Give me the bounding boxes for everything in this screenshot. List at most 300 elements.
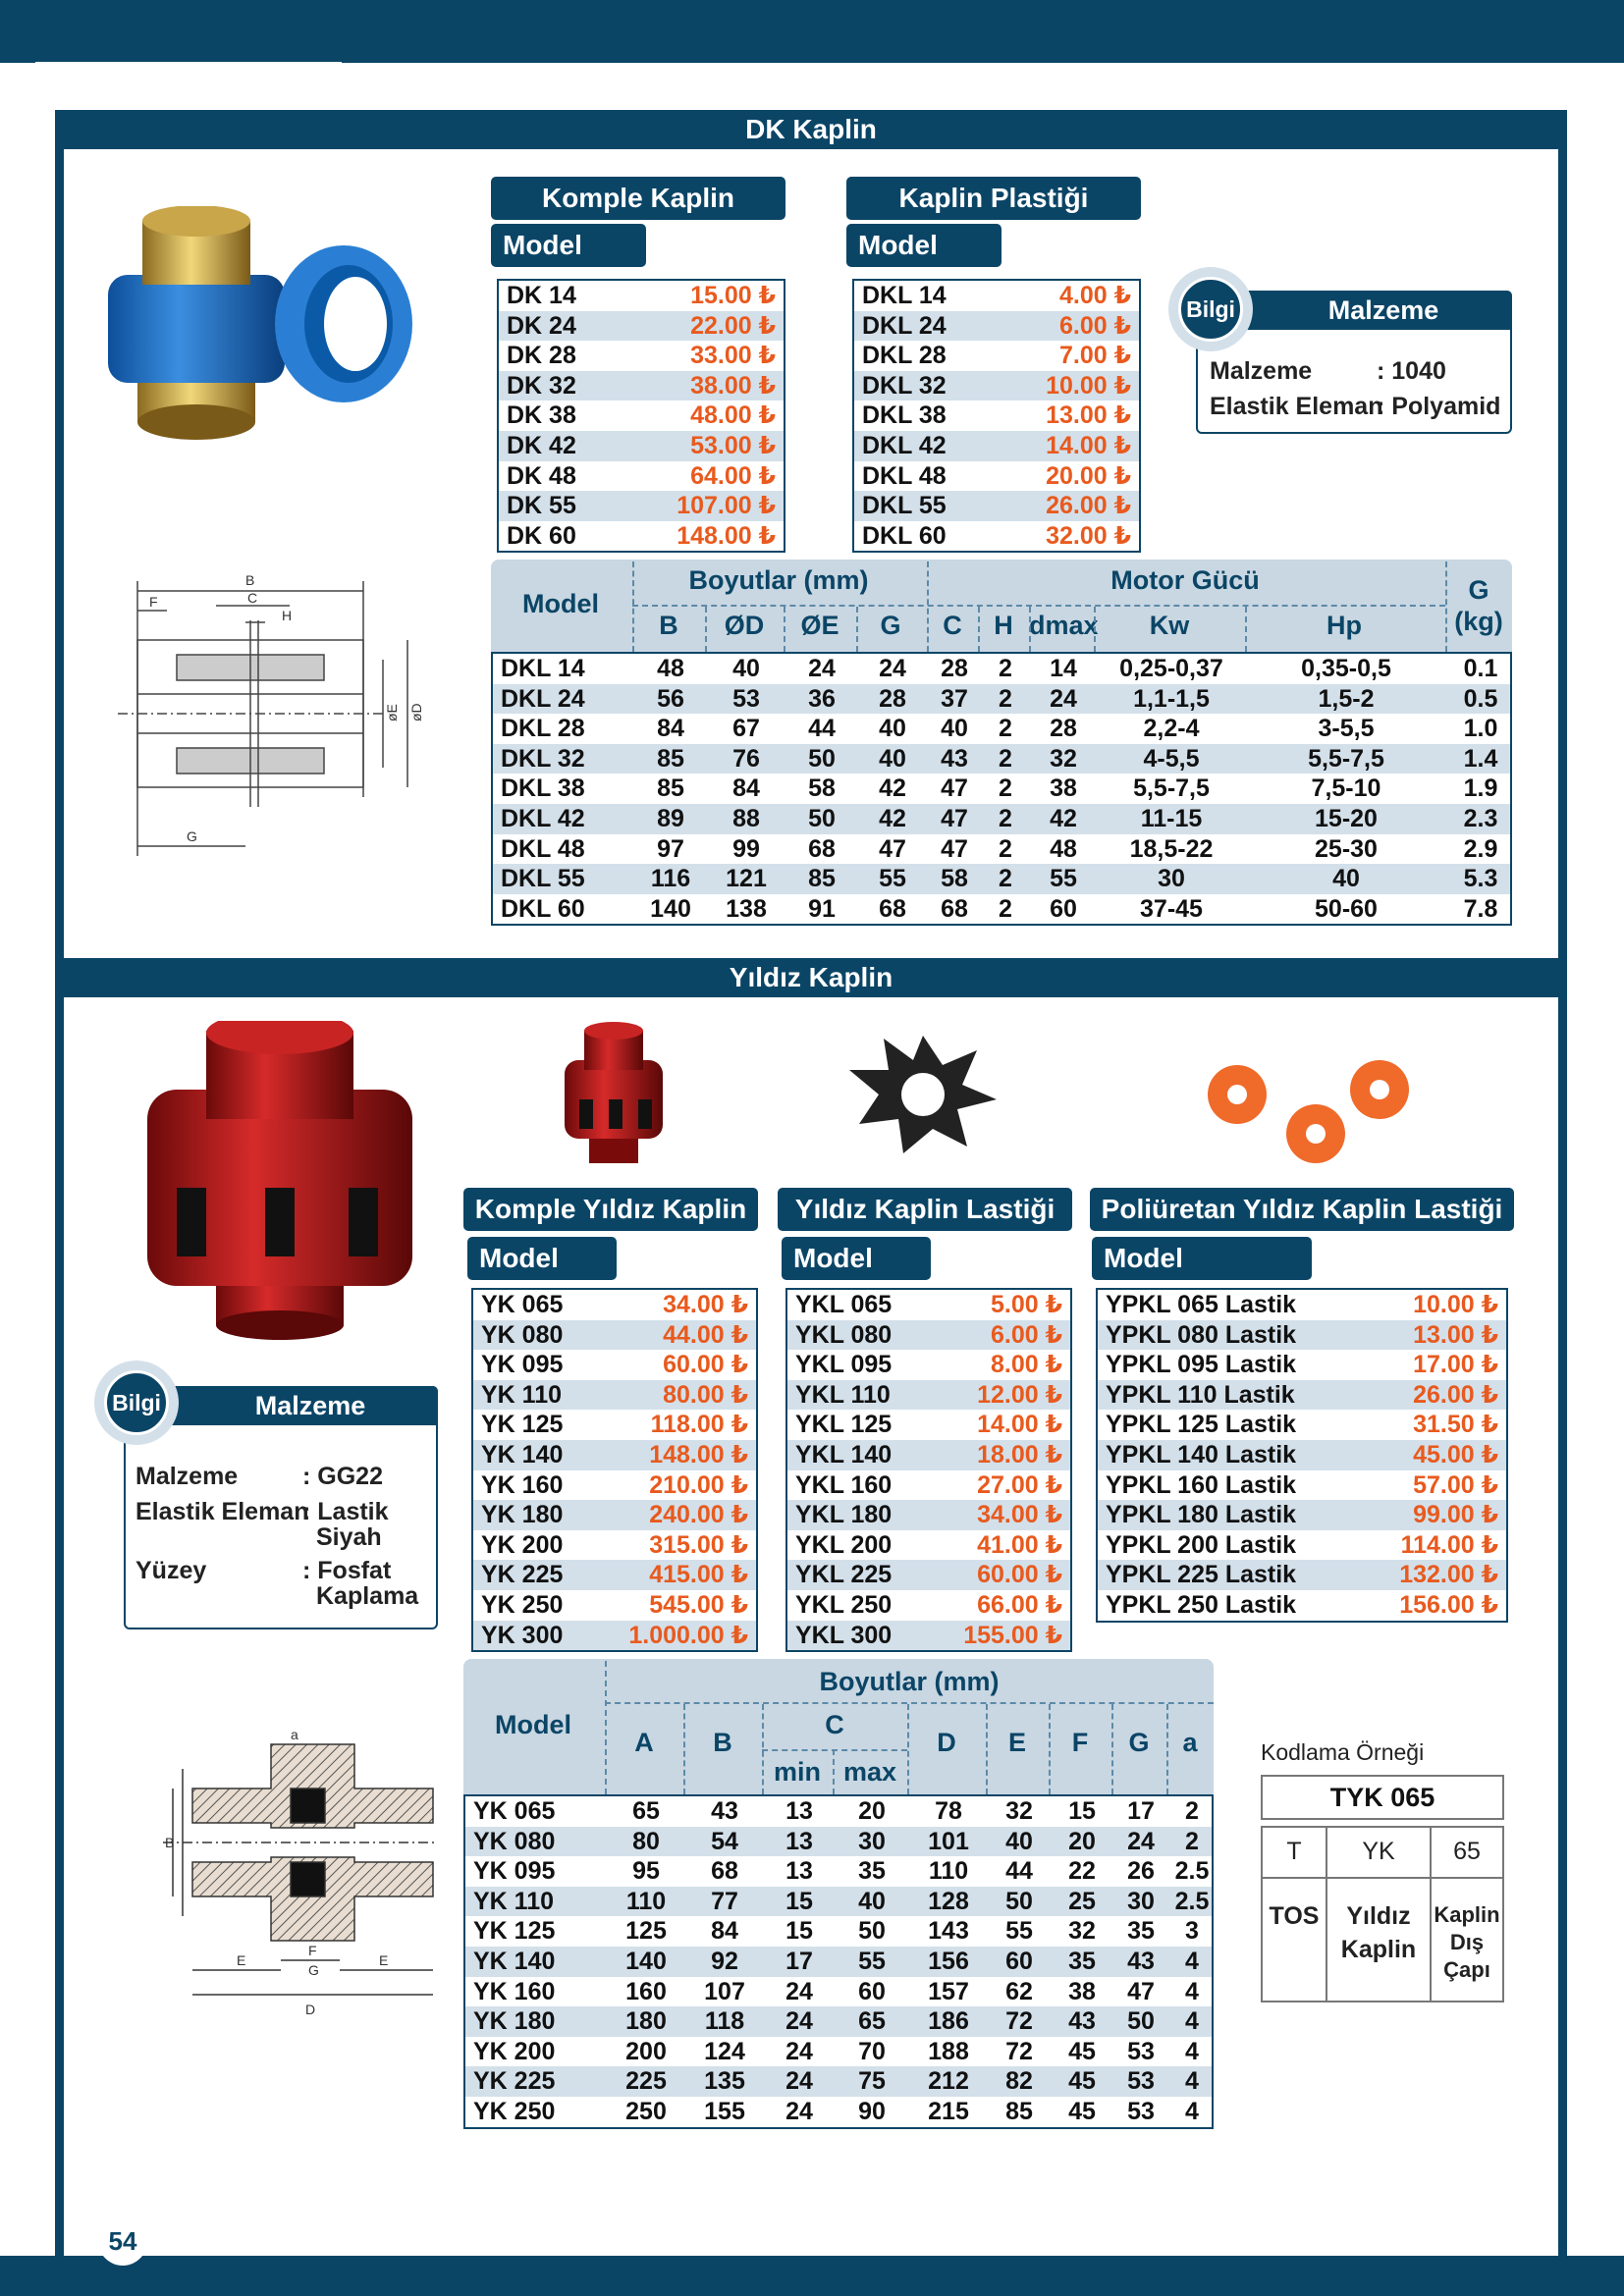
- table-row: [493, 804, 1510, 834]
- value-cell: 24: [879, 655, 906, 682]
- column-header: B: [713, 1728, 732, 1757]
- coding-meaning-1: TOS: [1269, 1902, 1320, 1930]
- value-cell: 118: [704, 2007, 745, 2036]
- value-cell: 68: [879, 894, 906, 923]
- price-cell: 8.00 ₺: [991, 1351, 1062, 1379]
- value-cell: 60: [858, 1977, 886, 2005]
- value-cell: 78: [935, 1797, 962, 1825]
- price-row: [1098, 1290, 1506, 1320]
- table-row: [493, 774, 1510, 804]
- model-cell: YKL 125: [795, 1411, 893, 1439]
- price-cell: 44.00 ₺: [663, 1320, 748, 1349]
- column-header: ØD: [724, 611, 765, 640]
- value-cell: 2: [999, 684, 1012, 713]
- coding-part-1: T: [1286, 1838, 1302, 1865]
- model-cell: YK 095: [481, 1351, 564, 1379]
- value-cell: 24: [785, 2037, 813, 2065]
- value-cell: 15: [785, 1917, 813, 1946]
- table-row: [465, 1947, 1212, 1977]
- value-cell: 42: [879, 774, 906, 803]
- value-cell: 72: [1005, 2007, 1033, 2036]
- yk-divider: [1049, 1704, 1051, 1794]
- dk-divider: [1445, 561, 1447, 652]
- model-cell: YPKL 180 Lastik: [1106, 1501, 1297, 1529]
- value-cell: 25: [1068, 1887, 1096, 1915]
- value-cell: 40: [1005, 1827, 1033, 1855]
- price-row: [1098, 1380, 1506, 1411]
- value-cell: 50: [808, 804, 836, 832]
- model-cell: DK 55: [507, 492, 576, 520]
- coding-meaning-2b: Kaplin: [1340, 1936, 1417, 1963]
- table-row: [465, 1916, 1212, 1947]
- dk-plastik-table: [852, 279, 1141, 553]
- value-cell: 55: [858, 1947, 886, 1975]
- value-cell: 250: [625, 2097, 667, 2125]
- price-row: [473, 1290, 756, 1320]
- coding-parts-box: [1261, 1826, 1504, 2002]
- model-cell: YKL 065: [795, 1291, 893, 1318]
- price-row: [499, 521, 784, 552]
- price-cell: 26.00 ₺: [1413, 1380, 1498, 1409]
- price-row: [787, 1470, 1070, 1501]
- coding-caption: Kodlama Örneği: [1261, 1739, 1425, 1765]
- value-cell: 24: [785, 2097, 813, 2125]
- dk-divider: [978, 607, 980, 652]
- value-cell: 40: [1332, 865, 1360, 893]
- value-cell: 2.9: [1463, 834, 1498, 863]
- value-cell: 35: [1127, 1917, 1155, 1946]
- yk-info-line-1-key: Malzeme: [135, 1463, 239, 1490]
- price-row: [787, 1590, 1070, 1621]
- value-cell: 2: [999, 774, 1012, 803]
- value-cell: 48: [1050, 834, 1077, 863]
- column-header: C: [943, 611, 962, 640]
- model-cell: YK 180: [473, 2007, 556, 2036]
- model-cell: YK 095: [473, 1857, 556, 1886]
- value-cell: 110: [928, 1857, 969, 1886]
- value-cell: 212: [928, 2067, 969, 2096]
- yk-info-line-3-value: Siyah: [316, 1523, 382, 1551]
- yk-divider: [605, 1661, 607, 1794]
- value-cell: 2: [999, 865, 1012, 893]
- dk-divider: [856, 607, 858, 652]
- price-cell: 41.00 ₺: [977, 1530, 1062, 1559]
- yk-drawing-label-g: G: [308, 1962, 319, 1978]
- value-cell: 28: [1050, 715, 1077, 743]
- model-cell: YKL 160: [795, 1470, 893, 1499]
- value-cell: 38: [1050, 774, 1077, 803]
- table-row: [465, 2097, 1212, 2127]
- yk-info-line-2-key: Elastik Eleman: [135, 1498, 309, 1525]
- value-cell: 68: [711, 1857, 738, 1886]
- model-cell: DK 42: [507, 431, 576, 459]
- yk-lastik-table: [785, 1288, 1072, 1652]
- value-cell: 15: [785, 1887, 813, 1915]
- model-cell: DKL 32: [862, 371, 947, 400]
- price-cell: 18.00 ₺: [977, 1440, 1062, 1468]
- model-cell: DKL 55: [501, 865, 585, 893]
- price-cell: 156.00 ₺: [1399, 1590, 1498, 1619]
- table-row: [493, 714, 1510, 744]
- dk-plastik-model-tab: Model: [846, 224, 1001, 267]
- value-cell: 20: [1068, 1827, 1096, 1855]
- dk-divider: [705, 607, 707, 652]
- price-row: [1098, 1560, 1506, 1590]
- model-cell: YK 110: [481, 1380, 563, 1409]
- yk-drawing-label-bore: B: [165, 1835, 175, 1850]
- price-row: [1098, 1410, 1506, 1440]
- yk-small-coupling-image: [550, 1021, 677, 1168]
- value-cell: 42: [1050, 804, 1077, 832]
- value-cell: 43: [1127, 1947, 1155, 1975]
- value-cell: 121: [726, 865, 767, 893]
- price-row: [854, 461, 1139, 492]
- price-cell: 60.00 ₺: [663, 1351, 748, 1379]
- value-cell: 95: [632, 1857, 660, 1886]
- value-cell: 32: [1068, 1917, 1096, 1946]
- price-row: [854, 521, 1139, 552]
- model-cell: DKL 24: [862, 311, 947, 340]
- yk-info-line-5-value: Kaplama: [316, 1582, 419, 1610]
- value-cell: 0,35-0,5: [1301, 655, 1391, 682]
- value-cell: 2: [999, 834, 1012, 863]
- dk-komple-table: [497, 279, 785, 553]
- value-cell: 53: [1127, 2097, 1155, 2125]
- price-cell: 22.00 ₺: [690, 311, 776, 340]
- value-cell: 155: [704, 2097, 745, 2125]
- column-header: G: [1128, 1728, 1150, 1757]
- price-cell: 34.00 ₺: [977, 1501, 1062, 1529]
- yk-drawing-label-f: F: [308, 1943, 317, 1958]
- value-cell: 43: [711, 1797, 738, 1825]
- price-row: [473, 1380, 756, 1411]
- dk-plastik-title: Kaplin Plastiği: [846, 177, 1141, 220]
- value-cell: 180: [625, 2007, 667, 2036]
- price-row: [787, 1290, 1070, 1320]
- value-cell: 36: [808, 684, 836, 713]
- price-cell: 99.00 ₺: [1413, 1501, 1498, 1529]
- price-row: [787, 1621, 1070, 1651]
- yk-divider: [762, 1704, 764, 1794]
- price-cell: 148.00 ₺: [677, 521, 776, 550]
- value-cell: 140: [650, 894, 691, 923]
- yk-info-line-4-key: Yüzey: [135, 1557, 207, 1584]
- yk-bilgi-badge: Bilgi: [94, 1361, 179, 1445]
- price-cell: 240.00 ₺: [649, 1501, 748, 1529]
- value-cell: 82: [1005, 2067, 1033, 2096]
- model-cell: DKL 60: [501, 894, 585, 923]
- dk-komple-title: Komple Kaplin: [491, 177, 785, 220]
- price-cell: 33.00 ₺: [690, 342, 776, 370]
- dk-dims-g-header: G: [1468, 575, 1489, 605]
- dk-drawing-label-e: øE: [384, 704, 400, 721]
- model-cell: YPKL 250 Lastik: [1106, 1590, 1297, 1619]
- price-cell: 155.00 ₺: [963, 1621, 1062, 1649]
- value-cell: 43: [1068, 2007, 1096, 2036]
- value-cell: 188: [928, 2037, 969, 2065]
- dk-info-line-2-key: Elastik Eleman: [1210, 393, 1383, 420]
- value-cell: 17: [785, 1947, 813, 1975]
- value-cell: 47: [941, 804, 968, 832]
- model-cell: DKL 32: [501, 744, 585, 773]
- price-cell: 315.00 ₺: [649, 1530, 748, 1559]
- value-cell: 47: [941, 774, 968, 803]
- value-cell: 40: [732, 655, 760, 682]
- model-cell: YPKL 160 Lastik: [1106, 1470, 1297, 1499]
- model-cell: YK 160: [473, 1977, 556, 2005]
- model-cell: DKL 38: [862, 401, 947, 430]
- price-row: [854, 491, 1139, 521]
- dk-info-line-1-key: Malzeme: [1210, 357, 1313, 385]
- column-header: Hp: [1326, 611, 1362, 640]
- price-row: [499, 431, 784, 461]
- model-cell: DKL 48: [862, 461, 947, 490]
- yk-dims-group-boyutlar: Boyutlar (mm): [819, 1667, 1000, 1696]
- value-cell: 54: [711, 1827, 738, 1855]
- value-cell: 4: [1185, 1977, 1199, 2005]
- value-cell: 55: [1050, 865, 1077, 893]
- value-cell: 0,25-0,37: [1119, 655, 1223, 682]
- price-cell: 1.000.00 ₺: [628, 1621, 748, 1649]
- column-header: E: [1007, 1728, 1026, 1757]
- value-cell: 40: [858, 1887, 886, 1915]
- value-cell: 32: [1005, 1797, 1033, 1825]
- model-cell: YPKL 110 Lastik: [1106, 1380, 1295, 1409]
- coding-code: TYK 065: [1329, 1783, 1435, 1812]
- top-tab: [35, 57, 342, 65]
- yk-info-line-4-value: : Fosfat: [302, 1557, 392, 1584]
- price-cell: 57.00 ₺: [1413, 1470, 1498, 1499]
- value-cell: 50: [808, 744, 836, 773]
- price-cell: 545.00 ₺: [649, 1590, 748, 1619]
- value-cell: 91: [808, 894, 836, 923]
- value-cell: 28: [941, 655, 968, 682]
- value-cell: 47: [879, 834, 906, 863]
- model-cell: DKL 60: [862, 521, 947, 550]
- price-row: [473, 1350, 756, 1380]
- value-cell: 101: [928, 1827, 969, 1855]
- column-header: B: [659, 611, 678, 640]
- value-cell: 20: [858, 1797, 886, 1825]
- value-cell: 4: [1185, 2067, 1199, 2096]
- model-cell: DK 32: [507, 371, 576, 400]
- value-cell: 45: [1068, 2037, 1096, 2065]
- value-cell: 24: [808, 655, 836, 682]
- price-cell: 10.00 ₺: [1046, 371, 1131, 400]
- value-cell: 65: [632, 1797, 660, 1825]
- price-cell: 132.00 ₺: [1399, 1561, 1498, 1589]
- table-row: [465, 1827, 1212, 1857]
- price-cell: 80.00 ₺: [663, 1380, 748, 1409]
- model-cell: YPKL 080 Lastik: [1106, 1320, 1297, 1349]
- value-cell: 84: [657, 715, 684, 743]
- price-row: [1098, 1470, 1506, 1501]
- yk-lastik-model-tab: Model: [782, 1237, 931, 1280]
- value-cell: 40: [879, 744, 906, 773]
- model-cell: YK 065: [473, 1797, 556, 1825]
- price-cell: 17.00 ₺: [1413, 1351, 1498, 1379]
- value-cell: 156: [928, 1947, 969, 1975]
- value-cell: 5,5-7,5: [1308, 744, 1384, 773]
- value-cell: 28: [879, 684, 906, 713]
- value-cell: 0.5: [1463, 684, 1498, 713]
- price-row: [473, 1320, 756, 1351]
- value-cell: 24: [1050, 684, 1077, 713]
- value-cell: 58: [808, 774, 836, 803]
- page-number: 54: [98, 2216, 147, 2266]
- price-row: [854, 400, 1139, 431]
- model-cell: DKL 14: [862, 282, 947, 309]
- price-cell: 107.00 ₺: [677, 492, 776, 520]
- value-cell: 2.5: [1174, 1887, 1210, 1915]
- section-title-yk: Yıldız Kaplin: [55, 958, 1567, 997]
- value-cell: 47: [941, 834, 968, 863]
- value-cell: 44: [808, 715, 836, 743]
- value-cell: 50: [1005, 1887, 1033, 1915]
- price-cell: 148.00 ₺: [649, 1440, 748, 1468]
- price-row: [787, 1350, 1070, 1380]
- value-cell: 92: [711, 1947, 738, 1975]
- model-cell: DKL 42: [501, 804, 585, 832]
- coding-code-box: [1261, 1775, 1504, 1820]
- price-cell: 34.00 ₺: [663, 1291, 748, 1318]
- price-row: [499, 371, 784, 401]
- price-cell: 5.00 ₺: [991, 1291, 1062, 1318]
- dk-drawing-label-h: H: [282, 608, 293, 623]
- column-header: ØE: [800, 611, 839, 640]
- price-cell: 13.00 ₺: [1046, 401, 1131, 430]
- value-cell: 1.4: [1463, 744, 1498, 773]
- price-row: [854, 281, 1139, 311]
- price-row: [473, 1410, 756, 1440]
- model-cell: YK 250: [473, 2097, 556, 2125]
- value-cell: 116: [650, 865, 691, 893]
- value-cell: 128: [928, 1887, 969, 1915]
- value-cell: 75: [858, 2067, 886, 2096]
- column-header: G: [880, 611, 901, 640]
- table-row: [465, 2037, 1212, 2067]
- value-cell: 138: [726, 894, 767, 923]
- value-cell: 97: [657, 834, 684, 863]
- dk-dims-model-header: Model: [522, 589, 599, 618]
- column-header: F: [1071, 1728, 1089, 1757]
- price-cell: 26.00 ₺: [1046, 492, 1131, 520]
- value-cell: 5,5-7,5: [1133, 774, 1210, 803]
- price-cell: 415.00 ₺: [649, 1561, 748, 1589]
- model-cell: YPKL 095 Lastik: [1106, 1351, 1297, 1379]
- model-cell: DK 38: [507, 401, 576, 430]
- price-cell: 10.00 ₺: [1413, 1291, 1498, 1318]
- column-header: dmax: [1029, 611, 1099, 640]
- dk-info-line-2-value: : Polyamid: [1377, 393, 1501, 420]
- value-cell: 37-45: [1140, 894, 1203, 923]
- dk-info-line-1-value: : 1040: [1377, 357, 1446, 385]
- model-cell: YKL 250: [795, 1590, 893, 1619]
- price-cell: 6.00 ₺: [991, 1320, 1062, 1349]
- value-cell: 3: [1185, 1917, 1199, 1946]
- yk-komple-table: [471, 1288, 758, 1652]
- value-cell: 1.0: [1463, 715, 1498, 743]
- value-cell: 84: [711, 1917, 738, 1946]
- value-cell: 85: [808, 865, 836, 893]
- price-row: [1098, 1530, 1506, 1561]
- yk-poli-model-tab: Model: [1092, 1237, 1312, 1280]
- model-cell: DKL 28: [862, 342, 947, 370]
- value-cell: 53: [1127, 2067, 1155, 2096]
- model-cell: YK 080: [481, 1320, 564, 1349]
- model-cell: YKL 080: [795, 1320, 893, 1349]
- value-cell: 186: [928, 2007, 969, 2036]
- model-cell: YKL 110: [795, 1380, 891, 1409]
- value-cell: 2,2-4: [1143, 715, 1200, 743]
- value-cell: 225: [625, 2067, 667, 2096]
- value-cell: 77: [711, 1887, 738, 1915]
- value-cell: 1,1-1,5: [1133, 684, 1210, 713]
- model-cell: YK 200: [473, 2037, 556, 2065]
- yk-poli-table: [1096, 1288, 1508, 1623]
- price-row: [854, 371, 1139, 401]
- model-cell: YK 180: [481, 1501, 564, 1529]
- column-header: max: [842, 1757, 897, 1787]
- column-header: A: [634, 1728, 654, 1757]
- price-cell: 14.00 ₺: [977, 1411, 1062, 1439]
- model-cell: YKL 140: [795, 1440, 893, 1468]
- dk-dims-g-unit: (kg): [1454, 607, 1503, 636]
- value-cell: 0.1: [1463, 655, 1498, 682]
- dk-drawing-label-g: G: [187, 828, 197, 844]
- dk-coupling-image: [98, 206, 432, 461]
- value-cell: 40: [879, 715, 906, 743]
- price-cell: 20.00 ₺: [1046, 461, 1131, 490]
- dk-divider: [1245, 607, 1247, 652]
- yk-drawing-label-e-left: E: [237, 1952, 246, 1968]
- dk-drawing-label-c: C: [247, 590, 258, 606]
- value-cell: 2: [999, 894, 1012, 923]
- value-cell: 2.3: [1463, 804, 1498, 832]
- price-row: [473, 1621, 756, 1651]
- table-row: [493, 744, 1510, 774]
- price-cell: 12.00 ₺: [977, 1380, 1062, 1409]
- yk-dims-model-header: Model: [495, 1710, 571, 1739]
- dk-divider: [927, 561, 929, 652]
- dk-dims-table: [491, 652, 1512, 926]
- value-cell: 70: [858, 2037, 886, 2065]
- value-cell: 2: [999, 715, 1012, 743]
- value-cell: 32: [1050, 744, 1077, 773]
- dk-komple-model-tab: Model: [491, 224, 646, 267]
- model-cell: DK 14: [507, 282, 576, 309]
- value-cell: 7.8: [1463, 894, 1498, 923]
- value-cell: 44: [1005, 1857, 1033, 1886]
- yk-info-line-2-value: : Lastik: [302, 1498, 389, 1525]
- price-cell: 118.00 ₺: [650, 1411, 748, 1439]
- model-cell: YK 300: [481, 1621, 564, 1649]
- table-row: [465, 1977, 1212, 2007]
- value-cell: 30: [1127, 1887, 1155, 1915]
- table-row: [493, 834, 1510, 865]
- value-cell: 215: [928, 2097, 969, 2125]
- model-cell: YPKL 140 Lastik: [1106, 1440, 1297, 1468]
- value-cell: 2: [1185, 1827, 1199, 1855]
- value-cell: 85: [657, 744, 684, 773]
- price-row: [787, 1440, 1070, 1470]
- value-cell: 4: [1185, 2097, 1199, 2125]
- model-cell: YK 080: [473, 1827, 556, 1855]
- value-cell: 1,5-2: [1318, 684, 1375, 713]
- price-cell: 53.00 ₺: [690, 431, 776, 459]
- yk-lastik-title: Yıldız Kaplin Lastiği: [778, 1188, 1072, 1231]
- table-row: [465, 2066, 1212, 2097]
